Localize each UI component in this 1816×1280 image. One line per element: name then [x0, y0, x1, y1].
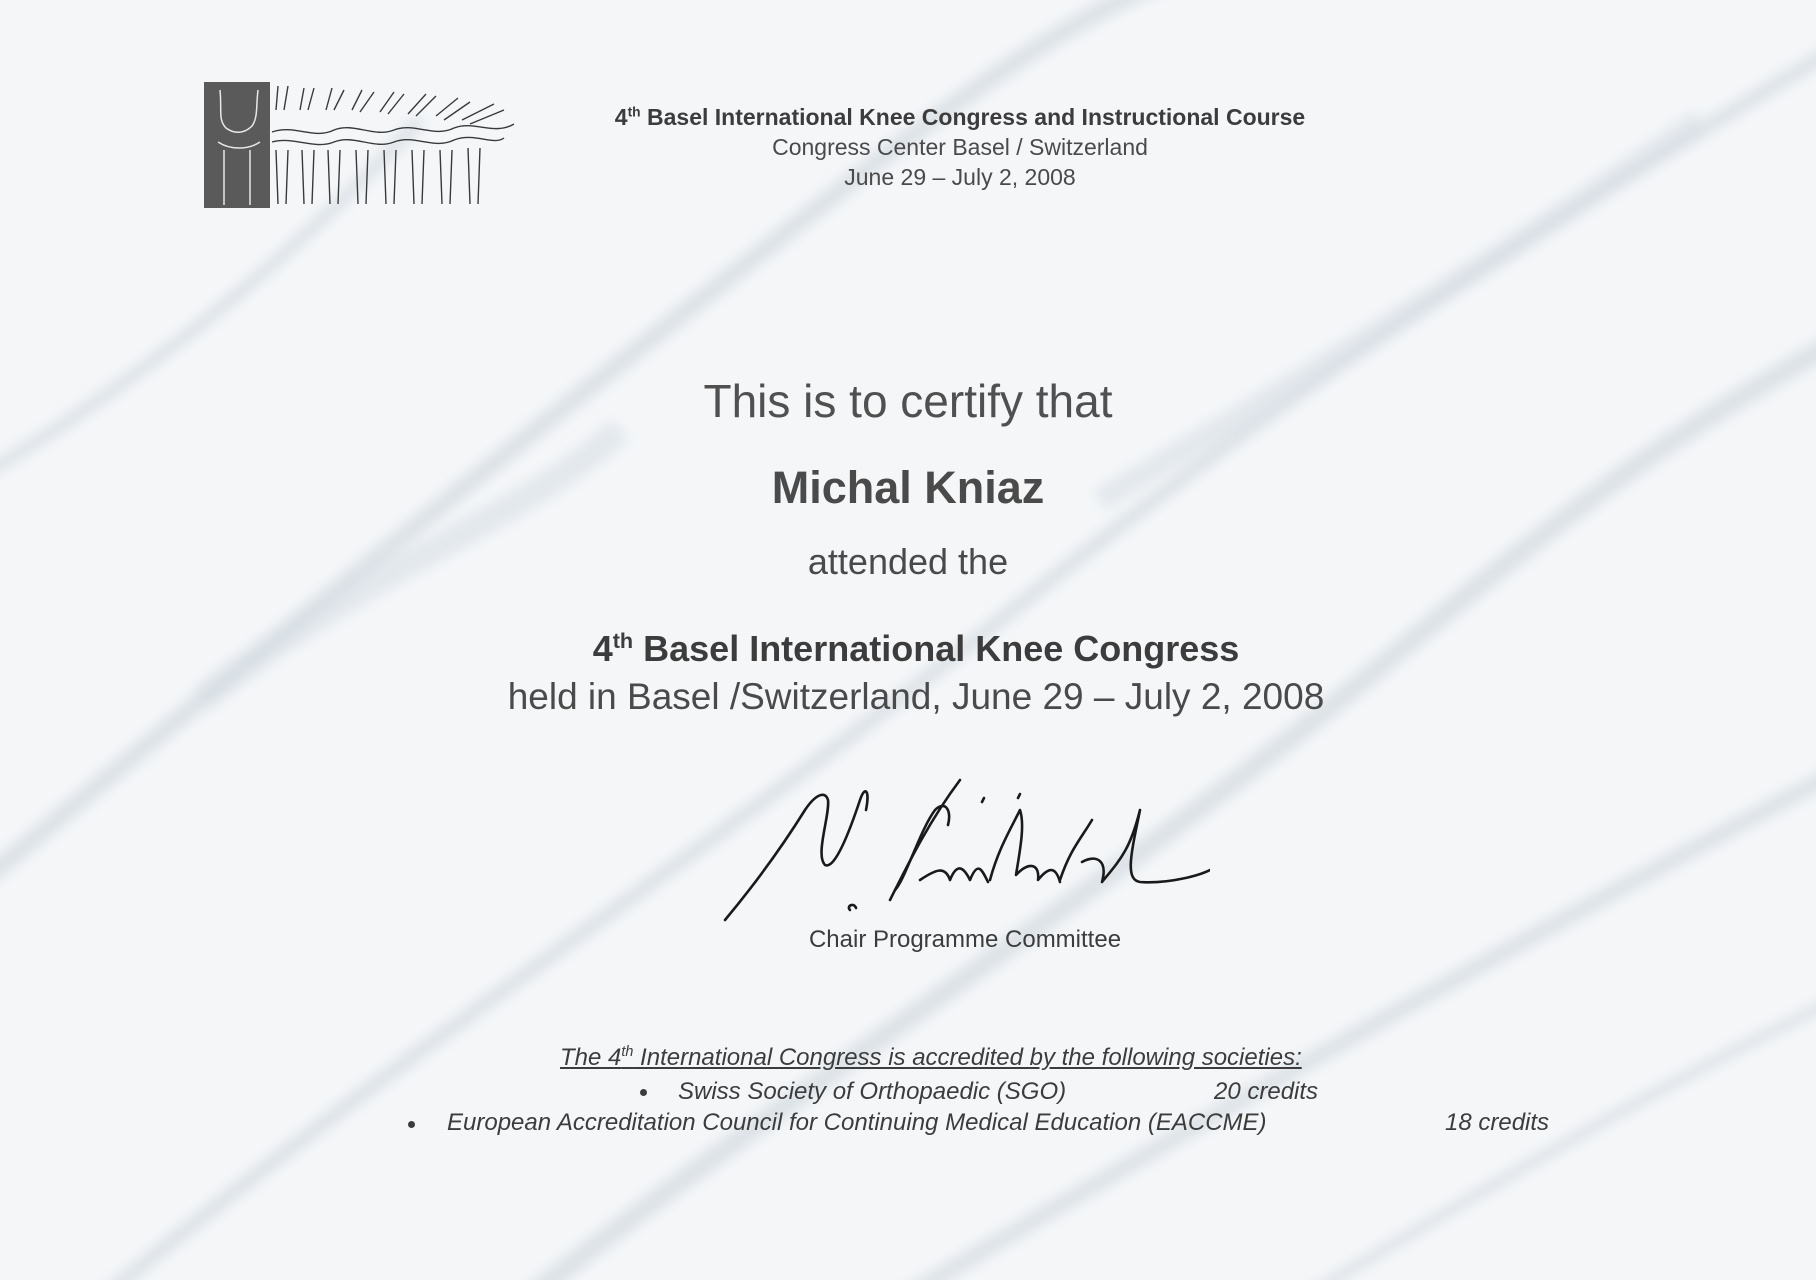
recipient-name: Michal Kniaz: [771, 462, 1045, 513]
header-block: [540, 102, 1380, 192]
event-details: held in Basel /Switzerland, June 29 – July 2, 2008: [507, 676, 1325, 717]
knee-congress-logo: [204, 80, 540, 210]
signature-caption: Chair Programme Committee: [808, 926, 1122, 953]
accreditation-heading: The 4th International Congress is accredited by the following societies:: [560, 1044, 1302, 1071]
congress-venue: Congress Center Basel / Switzerland: [772, 134, 1148, 160]
congress-dates: June 29 – July 2, 2008: [844, 164, 1076, 190]
accreditation-credits: 20 credits: [1214, 1078, 1319, 1105]
handwritten-signature: [720, 770, 1210, 930]
bullet-dot: [640, 1089, 647, 1096]
bullet-dot: [408, 1121, 415, 1128]
attended-text: attended the: [807, 541, 1009, 582]
congress-title: 4th Basel International Knee Congress and Instructional Course: [614, 104, 1306, 130]
event-name: 4th Basel International Knee Congress: [592, 628, 1240, 669]
certify-intro: This is to certify that: [703, 375, 1113, 427]
accreditation-society: European Accreditation Council for Continuing Medical Education (EACCME): [447, 1109, 1267, 1136]
accreditation-credits: 18 credits: [1445, 1109, 1550, 1136]
accreditation-society: Swiss Society of Orthopaedic (SGO): [678, 1078, 1067, 1105]
